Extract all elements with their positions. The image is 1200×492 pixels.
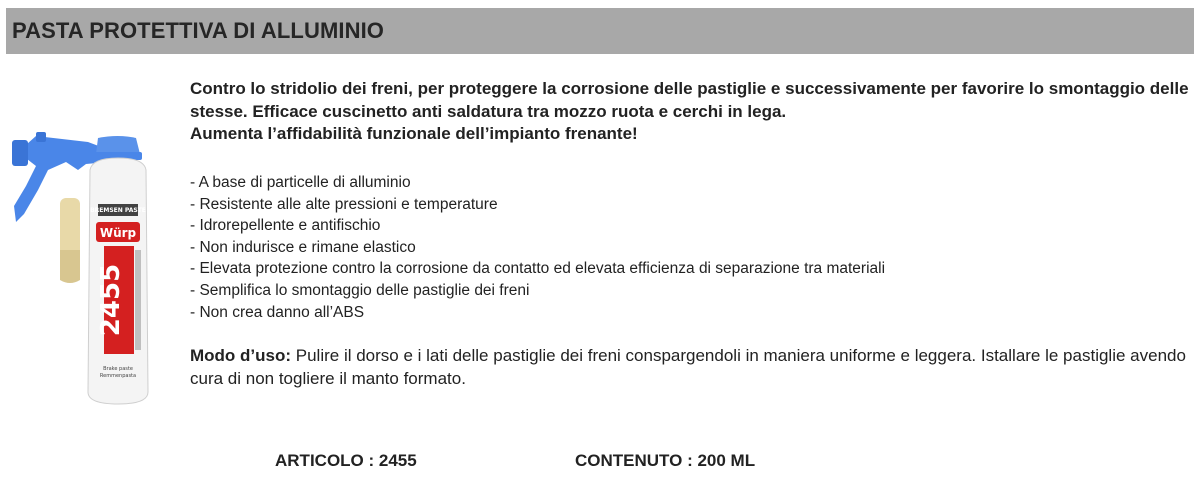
product-footer xyxy=(0,451,1200,477)
feature-item: - Non indurisce e rimane elastico xyxy=(190,238,416,256)
can-brand: Würp xyxy=(99,226,137,240)
intro-line-2: Aumenta l’affidabilità funzionale dell’impianto frenante! xyxy=(190,124,638,143)
article-number: ARTICOLO : 2455 xyxy=(275,451,417,470)
feature-item: - Non crea danno all’ABS xyxy=(190,303,365,321)
can-code: 2455 xyxy=(96,263,126,337)
can-bottom-line1: Brake paste xyxy=(103,366,133,372)
content-volume: CONTENUTO : 200 ML xyxy=(575,451,756,470)
can-label-top: BREMSEN PASTE xyxy=(90,207,146,214)
feature-item: - A base di particelle di alluminio xyxy=(190,174,411,191)
usage-label: Modo d’uso: xyxy=(190,346,292,365)
feature-item: - Resistente alle alte pressioni e temperature xyxy=(190,195,498,213)
spray-can-with-brush-icon xyxy=(8,130,158,410)
usage-instructions xyxy=(190,345,1190,390)
can-bottom-line2: Remmenpasta xyxy=(99,373,137,379)
page-title: PASTA PROTETTIVA DI ALLUMINIO xyxy=(12,18,384,43)
intro-description xyxy=(190,78,1190,146)
brush-bristles xyxy=(60,198,80,283)
feature-item: - Idrorepellente e antifischio xyxy=(190,217,381,235)
feature-item: - Semplifica lo smontaggio delle pastiglie dei freni xyxy=(190,281,530,299)
feature-item: - Elevata protezione contro la corrosione da contatto ed elevata efficienza di separazione tra materiali xyxy=(190,260,886,278)
spray-can-body xyxy=(88,158,148,404)
feature-list xyxy=(190,172,885,323)
usage-text: Pulire il dorso e i lati delle pastiglie dei freni conspargendoli in maniera uniforme e leggera. Istallare le pastiglie avendo cura di non togliere il manto formato. xyxy=(190,346,1186,388)
intro-line-1: Contro lo stridolio dei freni, per proteggere la corrosione delle pastiglie e successivamente per favorire lo smontaggio delle stesse. Efficace cuscinetto anti saldatura tra mozzo ruota e cerchi in lega. xyxy=(190,79,1189,121)
title-bar xyxy=(6,8,1194,54)
